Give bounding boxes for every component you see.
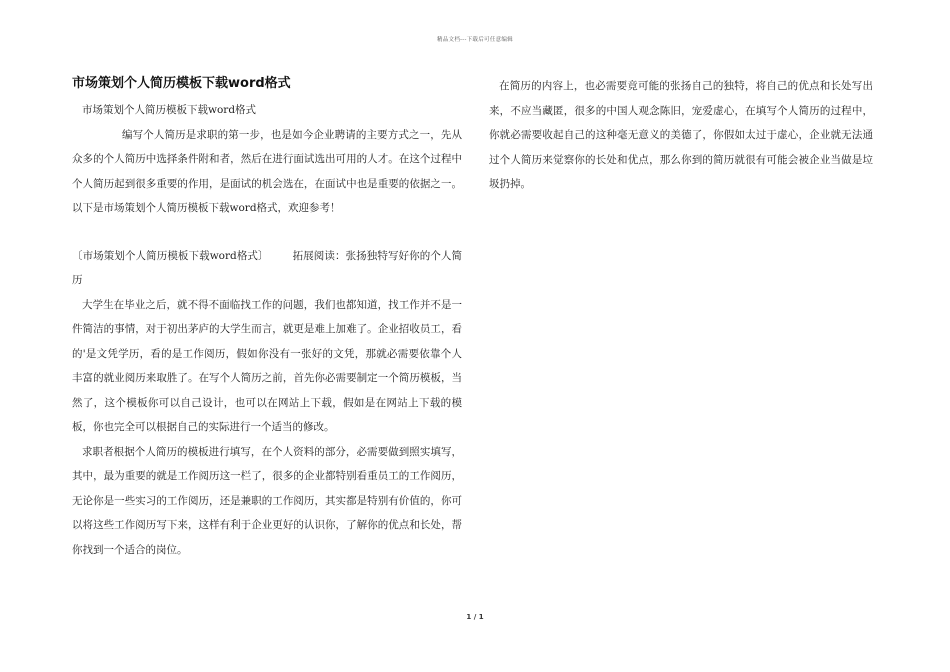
body-paragraph-3: 在简历的内容上，也必需要竟可能的张扬自己的独特，将自己的优点和长处写出来，不应当藏匿，很多的中国人观念陈旧，宠爱虚心，在填写个人简历的过程中，你就必需要收起自己的这种毫无意义的美德了，你假如太过于虚心，企业就无法通过个人简历来觉察你的长处和优点，那么你到的简历就很有可能会被企业当做是垃圾扔掉。: [489, 80, 873, 190]
reference-line: [72, 244, 462, 293]
page-number: 1 / 1: [466, 613, 484, 621]
document-subtitle: 市场策划个人简历模板下载word格式: [82, 104, 257, 116]
body-paragraph-1: 大学生在毕业之后，就不得不面临找工作的问题，我们也都知道，找工作并不是一件简洁的事情，对于初出茅庐的大学生而言，就更是难上加难了。企业招收员工，看的'是文凭学历，看的是工作阅历，假如你没有一张好的文凭，那就必需要依靠个人丰富的就业阅历来取胜了。在写个人简历之前，首先你必需要制定一个简历模板，当然了，这个模板你可以自己设计，也可以在网站上下载，假如是在网站上下载的模板，你也完全可以根据自己的实际进行一个适当的修改。: [72, 298, 462, 433]
page-header: 精品文档---下载后可任意编辑: [436, 37, 514, 43]
extended-reading: 拓展阅读：张扬独特写好你的个人简历: [72, 249, 463, 286]
body-paragraph-2: 求职者根据个人简历的模板进行填写，在个人资料的部分，必需要做到照实填写，其中，最为重要的就是工作阅历这一栏了，很多的企业都特别看重员工的工作阅历，无论你是一些实习的工作阅历，还是兼职的工作阅历，其实都是特别有价值的，你可以将这些工作阅历写下来，这样有利于企业更好的认识你，了解你的优点和长处，帮你找到一个适合的岗位。: [72, 445, 462, 556]
right-column: [489, 74, 873, 197]
left-column: [72, 74, 462, 562]
paragraph-spacer: [72, 221, 462, 244]
document-title: 市场策划个人简历模板下载word格式: [72, 76, 291, 91]
intro-paragraph: 编写个人简历是求职的第一步，也是如今企业聘请的主要方式之一，先从众多的个人简历中选择条件附和者，然后在进行面试选出可用的人才。在这个过程中个人简历起到很多重要的作用，是面试的机会选在，在面试中也是重要的依据之一。以下是市场策划个人简历模板下载word格式，欢迎参考！: [72, 128, 462, 214]
reference-title: 〔市场策划个人简历模板下载word格式〕: [72, 249, 269, 262]
